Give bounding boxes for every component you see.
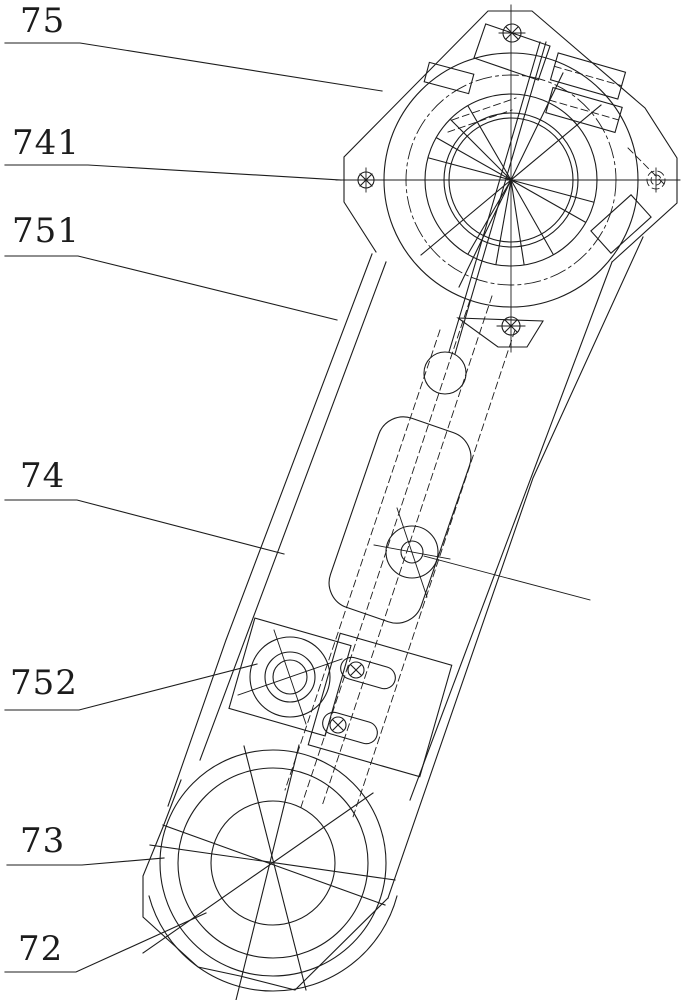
arm-body: [168, 237, 643, 898]
flange-head-view: [336, 5, 680, 394]
part-label-75: 75: [20, 1, 66, 41]
hub-centerlines: [143, 745, 395, 1000]
arm-pocket: [322, 410, 478, 630]
push-rod: [424, 42, 546, 394]
part-label-741: 741: [12, 123, 80, 163]
lower-hole-pocket: [458, 318, 543, 347]
clamp-boss-752: [229, 618, 452, 777]
part-label-72: 72: [18, 929, 64, 969]
part-label-74: 74: [20, 456, 66, 496]
part-label-73: 73: [20, 821, 66, 861]
part-label-752: 752: [10, 663, 78, 703]
arm-center-hole: [374, 508, 590, 600]
keyway-slots: [424, 24, 666, 253]
lower-hub: [143, 745, 397, 1000]
part-label-751: 751: [12, 211, 80, 251]
